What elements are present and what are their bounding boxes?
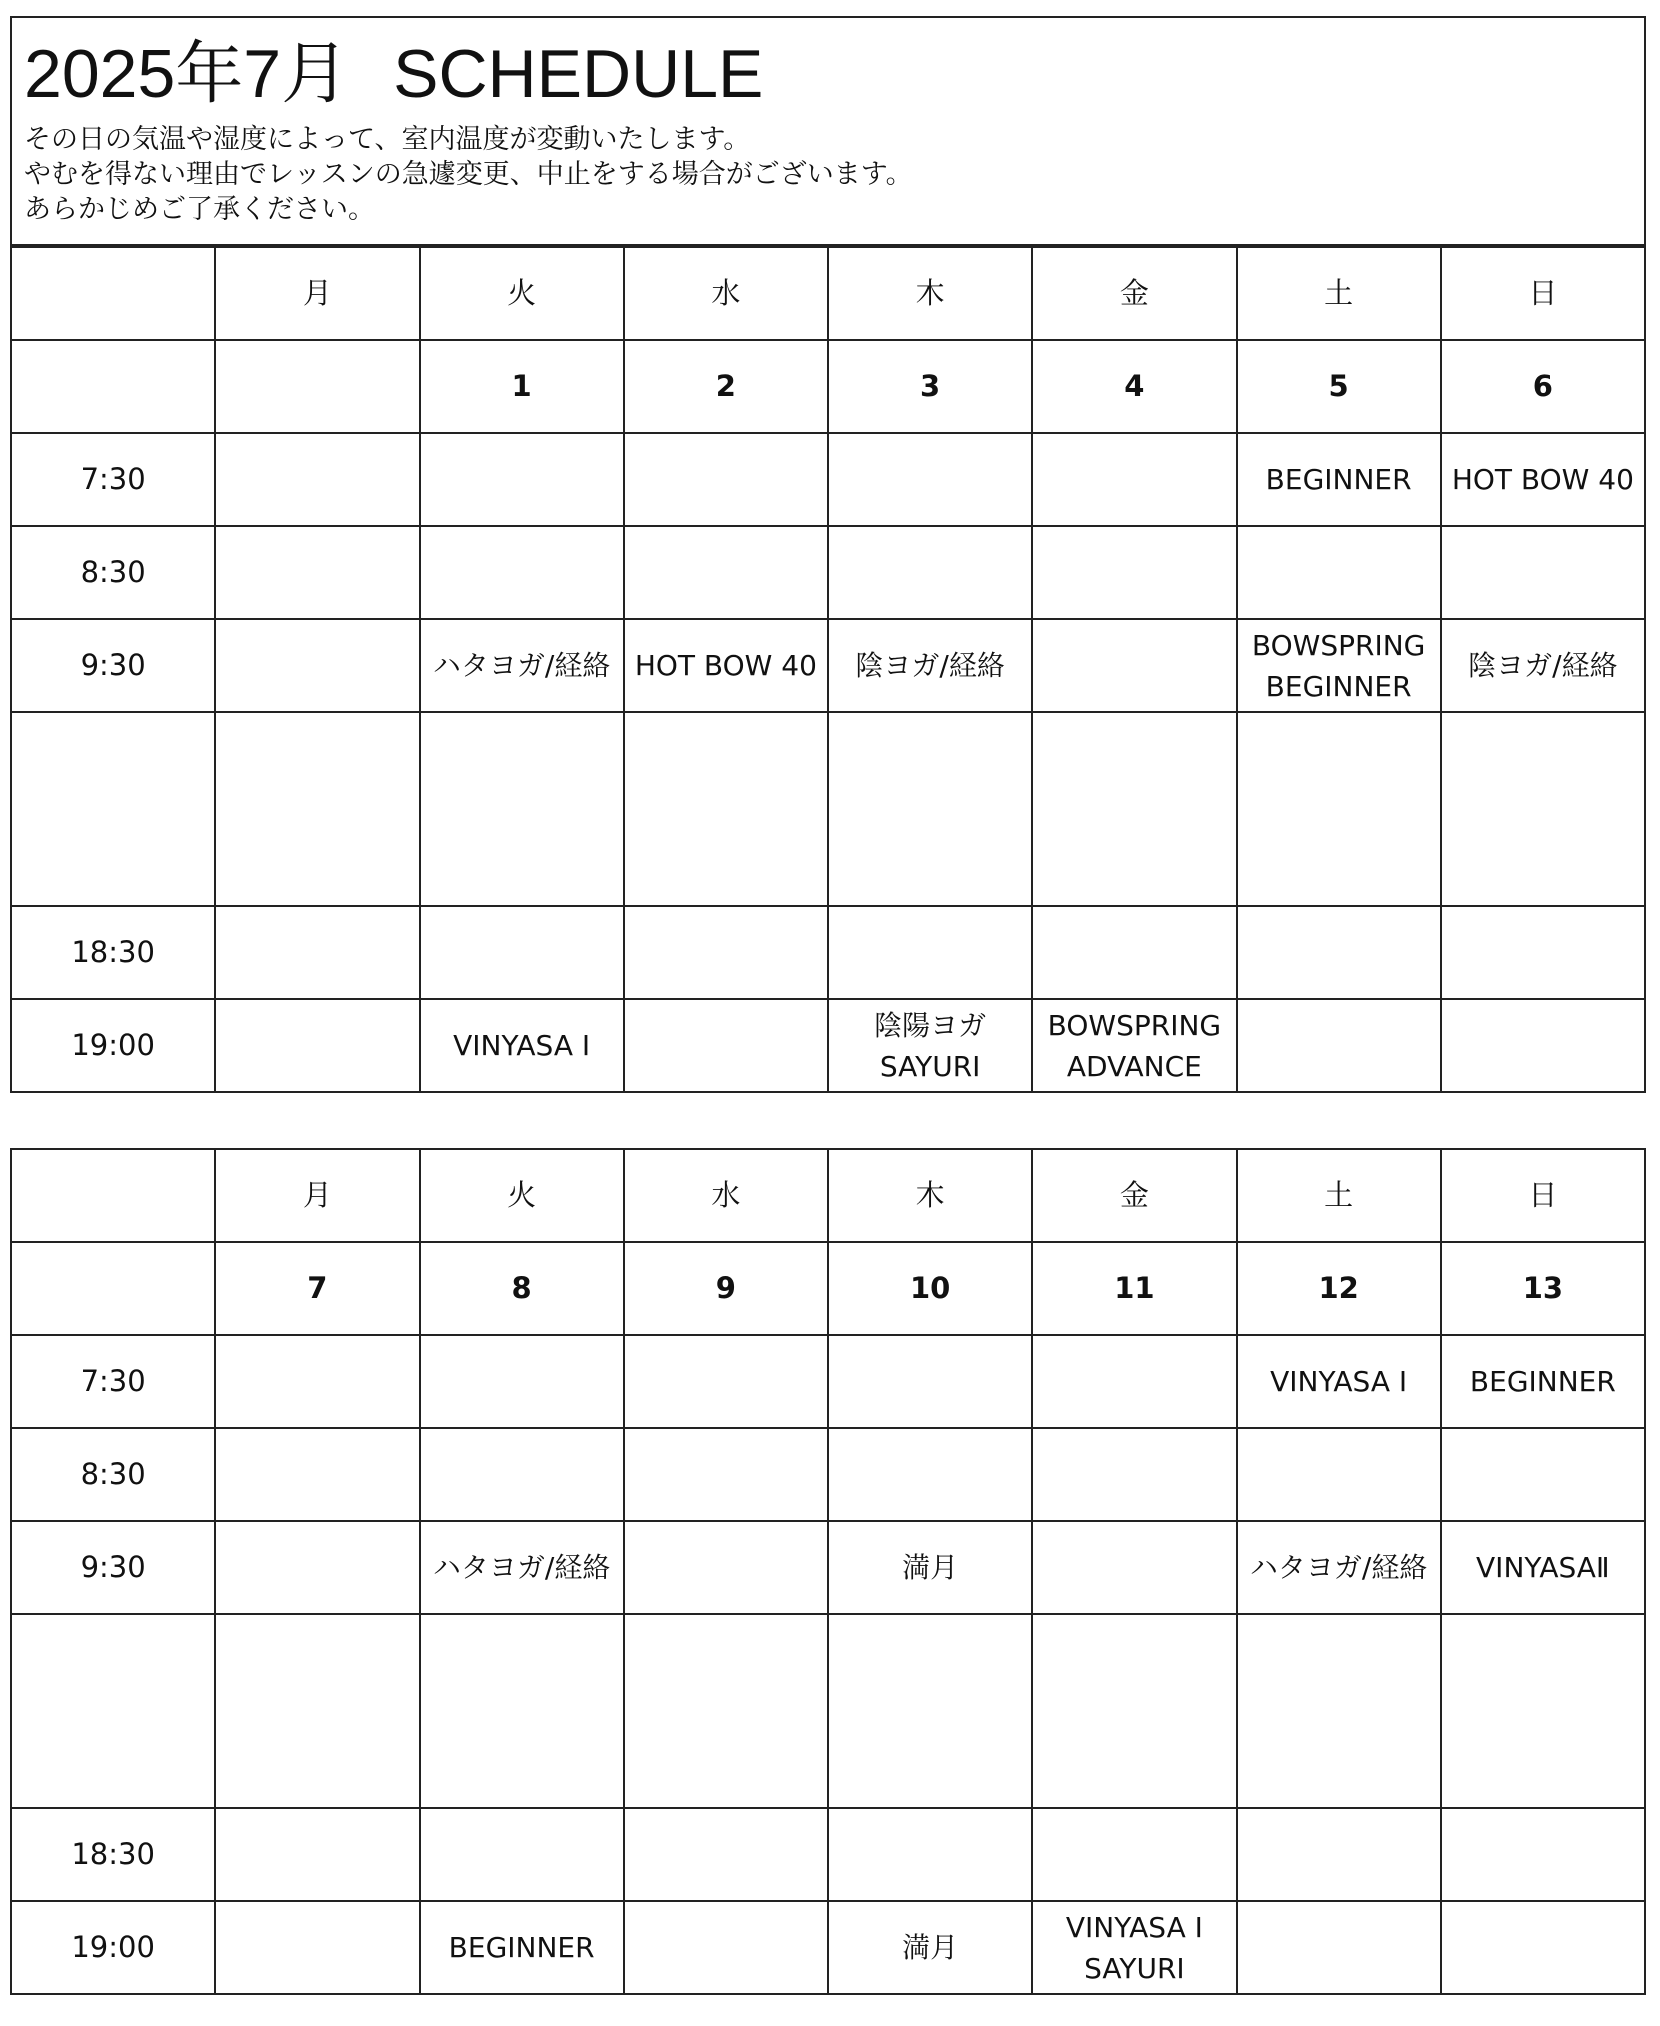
- corner-cell: [11, 247, 215, 340]
- class-cell: [420, 433, 624, 526]
- date-cell: 7: [215, 1242, 419, 1335]
- notice-line: やむを得ない理由でレッスンの急遽変更、中止をする場合がございます。: [24, 159, 913, 190]
- class-cell: [828, 712, 1032, 906]
- class-cell: VINYASA Ⅰ: [420, 999, 624, 1092]
- date-cell: 13: [1441, 1242, 1645, 1335]
- time-slot-row: [11, 906, 1645, 999]
- weekday-cell: 日: [1441, 247, 1645, 340]
- class-cell: [215, 1901, 419, 1994]
- class-cell: [1032, 712, 1236, 906]
- date-label-cell: [11, 340, 215, 433]
- class-cell: ハタヨガ/経絡: [1237, 1521, 1441, 1614]
- time-slot-row: [11, 1614, 1645, 1808]
- class-cell: 陰ヨガ/経絡: [1441, 619, 1645, 712]
- class-cell: BOWSPRING BEGINNER: [1237, 619, 1441, 712]
- class-cell: [420, 1614, 624, 1808]
- class-cell: BEGINNER: [1237, 433, 1441, 526]
- class-cell: [828, 433, 1032, 526]
- class-cell: [1032, 1521, 1236, 1614]
- class-cell: [1032, 1808, 1236, 1901]
- class-cell: 満月: [828, 1901, 1032, 1994]
- class-cell: [215, 619, 419, 712]
- time-cell: 19:00: [11, 999, 215, 1092]
- class-cell: [1032, 1428, 1236, 1521]
- date-label-cell: [11, 1242, 215, 1335]
- date-cell: 6: [1441, 340, 1645, 433]
- class-cell: VINYASAⅡ: [1441, 1521, 1645, 1614]
- class-cell: [1441, 1901, 1645, 1994]
- weekday-cell: 日: [1441, 1149, 1645, 1242]
- weekday-cell: 火: [420, 1149, 624, 1242]
- time-cell: 7:30: [11, 1335, 215, 1428]
- class-cell: [1032, 619, 1236, 712]
- class-cell: [828, 906, 1032, 999]
- class-cell: [828, 1335, 1032, 1428]
- class-cell: [1237, 712, 1441, 906]
- time-cell: 7:30: [11, 433, 215, 526]
- time-slot-row: [11, 712, 1645, 906]
- class-cell: [1237, 1614, 1441, 1808]
- weekday-cell: 月: [215, 1149, 419, 1242]
- class-cell: [215, 526, 419, 619]
- class-cell: [624, 1614, 828, 1808]
- weekday-header-row: [11, 1149, 1645, 1242]
- date-cell: [215, 340, 419, 433]
- class-cell: [1441, 1428, 1645, 1521]
- class-cell: [1032, 526, 1236, 619]
- class-cell: [624, 1428, 828, 1521]
- class-cell: 陰ヨガ/経絡: [828, 619, 1032, 712]
- date-cell: 11: [1032, 1242, 1236, 1335]
- title-word: SCHEDULE: [393, 36, 764, 112]
- time-cell: [11, 1614, 215, 1808]
- notice-text: [24, 122, 1644, 227]
- class-cell: [1032, 1614, 1236, 1808]
- class-cell: [1237, 1428, 1441, 1521]
- class-cell: [624, 433, 828, 526]
- class-cell: [624, 1335, 828, 1428]
- time-slot-row: [11, 433, 1645, 526]
- time-cell: 8:30: [11, 526, 215, 619]
- class-cell: BEGINNER: [1441, 1335, 1645, 1428]
- time-cell: 9:30: [11, 619, 215, 712]
- class-cell: [1441, 906, 1645, 999]
- date-cell: 3: [828, 340, 1032, 433]
- class-cell: [215, 1614, 419, 1808]
- date-row: [11, 340, 1645, 433]
- class-cell: [215, 433, 419, 526]
- class-cell: [828, 1614, 1032, 1808]
- class-cell: VINYASA Ⅰ: [1237, 1335, 1441, 1428]
- notice-line: あらかじめご了承ください。: [24, 194, 375, 225]
- weekday-cell: 水: [624, 247, 828, 340]
- class-cell: [420, 1808, 624, 1901]
- time-slot-row: [11, 1901, 1645, 1994]
- class-cell: [828, 1808, 1032, 1901]
- class-cell: [1237, 1901, 1441, 1994]
- date-cell: 4: [1032, 340, 1236, 433]
- time-cell: 18:30: [11, 1808, 215, 1901]
- class-cell: [828, 526, 1032, 619]
- class-cell: [1441, 526, 1645, 619]
- time-cell: 9:30: [11, 1521, 215, 1614]
- time-slot-row: [11, 999, 1645, 1092]
- class-cell: [1441, 1614, 1645, 1808]
- time-slot-row: [11, 1428, 1645, 1521]
- class-cell: BOWSPRING ADVANCE: [1032, 999, 1236, 1092]
- class-cell: [215, 1808, 419, 1901]
- time-cell: 19:00: [11, 1901, 215, 1994]
- class-cell: ハタヨガ/経絡: [420, 619, 624, 712]
- class-cell: [624, 906, 828, 999]
- class-cell: 陰陽ヨガ SAYURI: [828, 999, 1032, 1092]
- date-cell: 5: [1237, 340, 1441, 433]
- date-cell: 1: [420, 340, 624, 433]
- schedule-header: [10, 16, 1646, 246]
- weekday-cell: 木: [828, 247, 1032, 340]
- class-cell: HOT BOW 40: [624, 619, 828, 712]
- class-cell: [624, 1521, 828, 1614]
- class-cell: [1441, 712, 1645, 906]
- weekday-cell: 水: [624, 1149, 828, 1242]
- class-cell: [624, 712, 828, 906]
- title-date: 2025年7月: [24, 36, 350, 112]
- class-cell: [420, 526, 624, 619]
- class-cell: [1237, 906, 1441, 999]
- class-cell: [215, 999, 419, 1092]
- weekday-header-row: [11, 247, 1645, 340]
- class-cell: [624, 1808, 828, 1901]
- time-slot-row: [11, 526, 1645, 619]
- notice-line: その日の気温や湿度によって、室内温度が変動いたします。: [24, 124, 751, 155]
- corner-cell: [11, 1149, 215, 1242]
- date-cell: 12: [1237, 1242, 1441, 1335]
- class-cell: [1032, 906, 1236, 999]
- class-cell: [624, 1901, 828, 1994]
- class-cell: [215, 712, 419, 906]
- weekday-cell: 木: [828, 1149, 1032, 1242]
- date-row: [11, 1242, 1645, 1335]
- class-cell: [420, 1428, 624, 1521]
- class-cell: [1032, 1335, 1236, 1428]
- time-slot-row: [11, 1808, 1645, 1901]
- time-cell: 8:30: [11, 1428, 215, 1521]
- class-cell: ハタヨガ/経絡: [420, 1521, 624, 1614]
- week-table-2: [10, 1148, 1646, 1995]
- weekday-cell: 土: [1237, 247, 1441, 340]
- class-cell: [1237, 1808, 1441, 1901]
- weekday-cell: 土: [1237, 1149, 1441, 1242]
- class-cell: [420, 906, 624, 999]
- date-cell: 2: [624, 340, 828, 433]
- class-cell: [1032, 433, 1236, 526]
- class-cell: VINYASA Ⅰ SAYURI: [1032, 1901, 1236, 1994]
- class-cell: [624, 999, 828, 1092]
- class-cell: [420, 712, 624, 906]
- class-cell: [215, 1335, 419, 1428]
- class-cell: [215, 1428, 419, 1521]
- class-cell: HOT BOW 40: [1441, 433, 1645, 526]
- week-table-1: [10, 246, 1646, 1093]
- class-cell: [1441, 999, 1645, 1092]
- time-slot-row: [11, 1335, 1645, 1428]
- weekday-cell: 火: [420, 247, 624, 340]
- class-cell: [1441, 1808, 1645, 1901]
- time-cell: 18:30: [11, 906, 215, 999]
- class-cell: [1237, 999, 1441, 1092]
- weekday-cell: 金: [1032, 247, 1236, 340]
- time-cell: [11, 712, 215, 906]
- page-title: [24, 36, 1644, 112]
- class-cell: BEGINNER: [420, 1901, 624, 1994]
- class-cell: [1237, 526, 1441, 619]
- time-slot-row: [11, 1521, 1645, 1614]
- time-slot-row: [11, 619, 1645, 712]
- date-cell: 10: [828, 1242, 1032, 1335]
- date-cell: 8: [420, 1242, 624, 1335]
- class-cell: [215, 1521, 419, 1614]
- class-cell: [215, 906, 419, 999]
- class-cell: 満月: [828, 1521, 1032, 1614]
- weekday-cell: 月: [215, 247, 419, 340]
- class-cell: [624, 526, 828, 619]
- class-cell: [828, 1428, 1032, 1521]
- weekday-cell: 金: [1032, 1149, 1236, 1242]
- date-cell: 9: [624, 1242, 828, 1335]
- class-cell: [420, 1335, 624, 1428]
